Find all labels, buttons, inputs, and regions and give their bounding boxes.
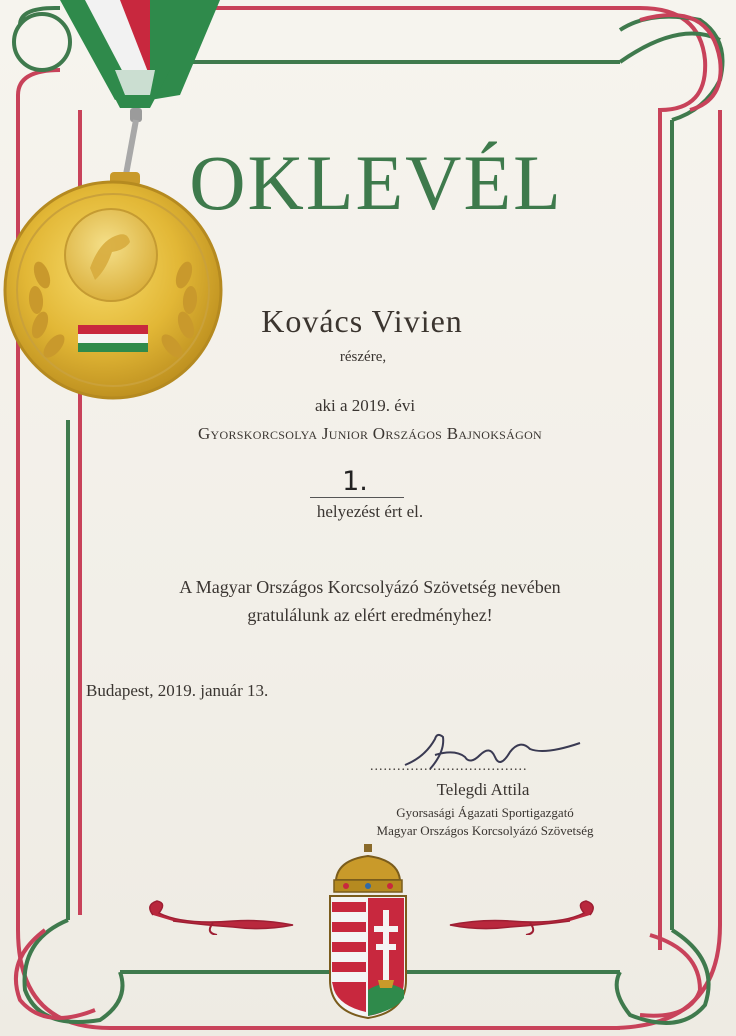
hungarian-coat-of-arms-icon [326, 840, 410, 1020]
left-ornament-icon [143, 895, 298, 935]
signature-line: ................................... [370, 759, 528, 774]
ribbon-icon [60, 0, 220, 108]
signer-role: Gyorsasági Ágazati Sportigazgató [396, 805, 574, 820]
recipient-for: részére, [339, 349, 387, 365]
event-name: Gyorskorcsolya Junior Országos Bajnokságon [197, 424, 543, 443]
certificate-title: OKLEVÉL [189, 139, 563, 226]
signer-name: Telegdi Attila [436, 780, 530, 799]
signer-organization: Magyar Országos Korcsolyázó Szövetség [376, 823, 594, 838]
placement-suffix: helyezést ért el. [316, 502, 424, 521]
intro-line: aki a 2019. évi [314, 396, 416, 415]
congrats-line-2: gratulálunk az elért eredményhez! [247, 605, 493, 625]
hungarian-flag-icon [78, 325, 148, 352]
right-ornament-icon [445, 895, 600, 935]
place-and-date: Budapest, 2019. január 13. [86, 681, 269, 700]
recipient-name: Kovács Vivien [261, 303, 463, 339]
placement-value: 1. [342, 466, 368, 497]
congrats-line-1: A Magyar Országos Korcsolyázó Szövetség nevében [179, 577, 561, 597]
placement-line [310, 497, 404, 498]
